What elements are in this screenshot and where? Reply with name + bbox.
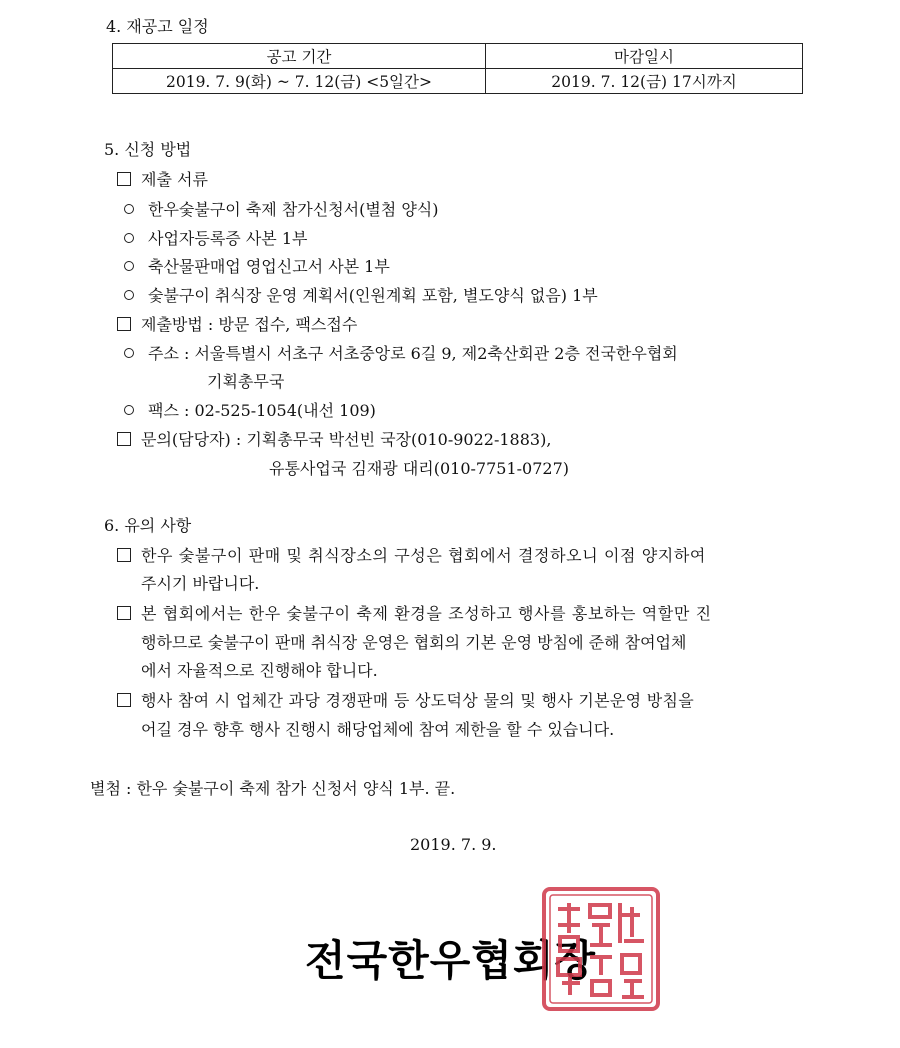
submit-method: 제출방법 : 방문 접수, 팩스접수 [141,315,358,334]
list-item [124,341,678,364]
schedule-table [112,43,803,94]
contact-item [117,427,551,450]
submit-method-item [117,312,357,335]
table-header: 공고 기간 [113,44,486,69]
checkbox-square-icon [117,693,131,707]
list-item [124,226,307,249]
list-item [124,254,390,277]
checkbox-square-icon [117,432,131,446]
attachment-note: 별첨 : 한우 숯불구이 축제 참가 신청서 양식 1부. 끝. [90,779,456,798]
note-text: 한우 숯불구이 판매 및 취식장소의 구성은 협회에서 결정하오니 이점 양지하여 [141,546,706,565]
contact-text: 문의(담당자) : 기획총무국 박선빈 국장(010-9022-1883), [141,430,552,449]
circle-bullet-icon [124,405,134,415]
list-item-text: 사업자등록증 사본 1부 [148,229,308,248]
section-4-title: 4. 재공고 일정 [106,17,209,36]
table-header-row [113,44,803,69]
docs-heading: 제출 서류 [141,170,208,189]
list-item [124,398,376,421]
docs-heading-item [117,167,208,190]
note-continuation: 에서 자율적으로 진행해야 합니다. [141,661,378,680]
address-text: 주소 : 서울특별시 서초구 서초중앙로 6길 9, 제2축산회관 2층 전국한우협회 [148,344,678,363]
note-text: 본 협회에서는 한우 숯불구이 축제 환경을 조성하고 행사를 홍보하는 역할만 진 [141,604,712,623]
checkbox-square-icon [117,606,131,620]
section-5-title: 5. 신청 방법 [104,140,192,159]
contact-continuation: 유통사업국 김재광 대리(010-7751-0727) [269,459,570,478]
circle-bullet-icon [124,233,134,243]
note-continuation: 어길 경우 향후 행사 진행시 해당업체에 참여 제한을 할 수 있습니다. [141,720,615,739]
table-cell: 2019. 7. 12(금) 17시까지 [486,69,803,94]
list-item-text: 한우숯불구이 축제 참가신청서(별첨 양식) [148,200,439,219]
section-6-title: 6. 유의 사항 [104,516,192,535]
circle-bullet-icon [124,261,134,271]
table-cell: 2019. 7. 9(화) ~ 7. 12(금) <5일간> [113,69,486,94]
note-continuation: 행하므로 숯불구이 판매 취식장 운영은 협회의 기본 운영 방침에 준해 참여업체 [141,633,687,652]
address-continuation: 기획총무국 [207,372,285,391]
note-item [117,601,712,624]
checkbox-square-icon [117,548,131,562]
list-item [124,197,439,220]
note-item [117,543,706,566]
fax-text: 팩스 : 02-525-1054(내선 109) [148,401,376,420]
table-row [113,69,803,94]
list-item-text: 축산물판매업 영업신고서 사본 1부 [148,257,390,276]
note-continuation: 주시기 바랍니다. [141,574,260,593]
circle-bullet-icon [124,204,134,214]
note-item [117,688,694,711]
list-item-text: 숯불구이 취식장 운영 계획서(인원계획 포함, 별도양식 없음) 1부 [148,286,598,305]
checkbox-square-icon [117,317,131,331]
table-header: 마감일시 [486,44,803,69]
list-item [124,283,598,306]
circle-bullet-icon [124,348,134,358]
signature-title: 전국한우협회장 [305,936,597,985]
note-text: 행사 참여 시 업체간 과당 경쟁판매 등 상도덕상 물의 및 행사 기본운영 방침을 [141,691,695,710]
official-seal-icon [540,885,662,1013]
document-date: 2019. 7. 9. [410,835,497,854]
circle-bullet-icon [124,290,134,300]
checkbox-square-icon [117,172,131,186]
